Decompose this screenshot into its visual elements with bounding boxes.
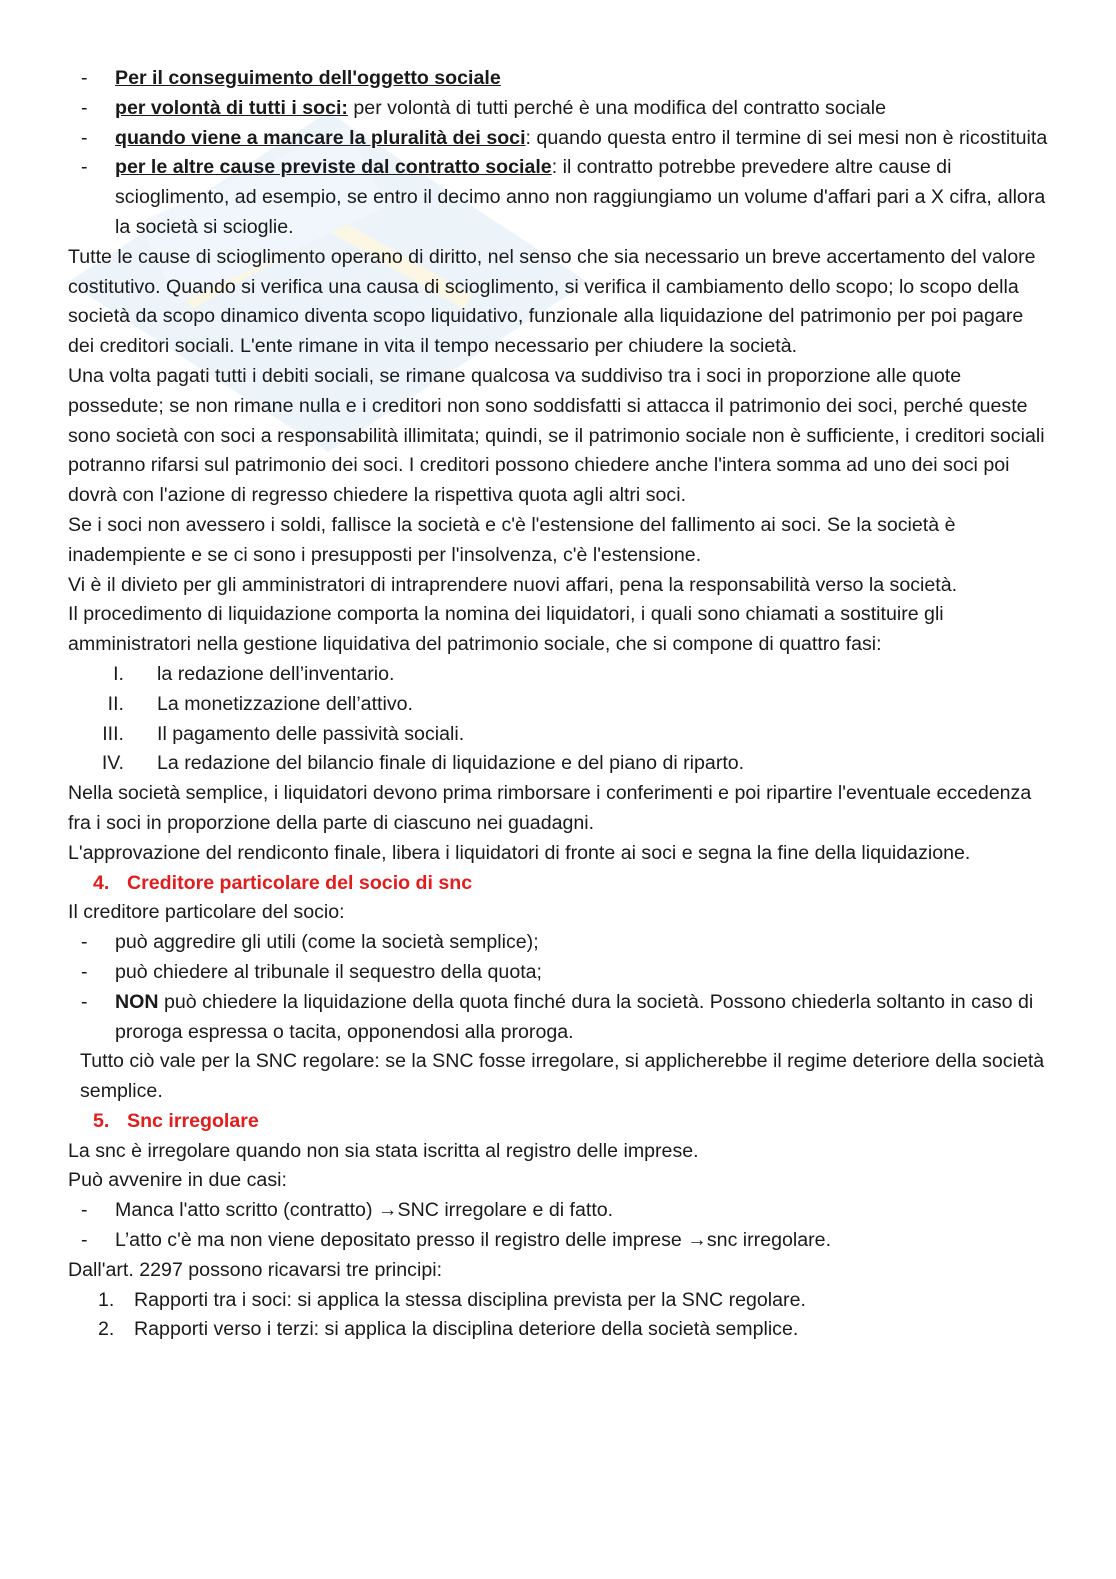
paragraph: Tutto ciò vale per la SNC regolare: se la SNC fosse irregolare, si applicherebbe il regime deteriore della società semplice. [80,1050,1045,1103]
list-item [68,958,1048,988]
bullet-text: per volontà di tutti perché è una modifica del contratto sociale [347,96,887,119]
bullet-term: Per il conseguimento dell'oggetto sociale [115,67,501,89]
creditor-rights-list [68,928,1048,1047]
list-item-text: L’atto c'è ma non viene depositato presso il registro delle imprese →snc irregolare. [115,1229,832,1252]
dash-bullet: - [81,126,88,149]
list-item-text: può chiedere al tribunale il sequestro della quota; [115,960,542,983]
section-heading-5 [68,1107,1048,1137]
list-number: 2. [98,1318,115,1341]
roman-numeral: II. [107,692,124,715]
list-item [68,928,1048,958]
paragraph: Il creditore particolare del socio: [68,901,345,924]
list-item [68,720,1048,750]
liquidation-phases-list [68,660,1048,779]
dissolution-causes-list [68,64,1048,243]
list-item [68,1196,1048,1226]
list-item [68,94,1048,124]
list-item [68,749,1048,779]
dash-bullet: - [81,96,88,119]
paragraph: Una volta pagati tutti i debiti sociali, se rimane qualcosa va suddiviso tra i soci in proporzione alle quote possedute; se non rimane nulla e i creditori non sono soddisfatti si attacca il patrimonio dei soci, perché queste sono società con soci a responsabilità illimitata; quindi, se il patrimonio sociale non è sufficiente, i creditori sociali potranno rifarsi sul patrimonio dei soci. I creditori possono chiedere anche l'intera somma ad uno dei soci poi dovrà con l'azione di regresso chiedere la rispettiva quota agli altri soci. [68,364,1045,507]
list-item-text: La monetizzazione dell’attivo. [157,692,413,715]
paragraph: Nella società semplice, i liquidatori devono prima rimborsare i conferimenti e poi ripartire l'eventuale eccedenza fra i soci in proporzione della parte di ciascuno nei guadagni. [68,782,1032,834]
bold-term: NON [115,990,159,1013]
list-item [68,124,1048,154]
section-number: 4. [93,871,110,894]
roman-numeral: IV. [101,752,124,775]
bullet-term: quando viene a mancare la pluralità dei soci [115,126,526,149]
list-item [68,1286,1048,1316]
list-item [68,988,1048,1048]
paragraph: Tutte le cause di scioglimento operano di diritto, nel senso che sia necessario un breve accertamento del valore costitutivo. Quando si verifica una causa di scioglimento, si verifica il cambiamento dello scopo; lo scopo della società da scopo dinamico diventa scopo liquidativo, funzionale alla liquidazione del patrimonio per poi pagare dei creditori sociali. L'ente rimane in vita il tempo necessario per chiudere la società. [68,245,1036,358]
list-item [68,1226,1048,1256]
section-heading-4 [68,869,1048,899]
section-number: 5. [93,1109,110,1132]
principles-list [68,1286,1048,1346]
paragraph: Dall'art. 2297 possono ricavarsi tre principi: [68,1258,443,1281]
section-title: Creditore particolare del socio di snc [127,871,473,894]
list-item [68,690,1048,720]
list-item-text: Rapporti tra i soci: si applica la stessa disciplina prevista per la SNC regolare. [134,1288,806,1311]
section-title: Snc irregolare [127,1109,259,1132]
dash-bullet: - [81,931,88,954]
paragraph: L'approvazione del rendiconto finale, libera i liquidatori di fronte ai soci e segna la fine della liquidazione. [68,841,971,864]
dash-bullet: - [81,990,88,1013]
list-item-text: Rapporti verso i terzi: si applica la disciplina deteriore della società semplice. [134,1318,799,1341]
list-item-text: può aggredire gli utili (come la società semplice); [115,931,539,954]
bullet-term: per le altre cause previste dal contratto sociale [115,156,552,179]
paragraph: Può avvenire in due casi: [68,1169,287,1192]
bullet-text: : quando questa entro il termine di sei mesi non è ricostituita [525,126,1048,149]
list-item [68,1315,1048,1345]
bullet-term: per volontà di tutti i soci: [115,96,348,119]
roman-numeral: I. [113,662,124,685]
list-item-text: la redazione dell’inventario. [157,662,395,685]
list-item [68,660,1048,690]
dash-bullet: - [81,1229,88,1252]
list-item-text: La redazione del bilancio finale di liquidazione e del piano di riparto. [157,752,745,775]
list-number: 1. [98,1288,115,1311]
list-item-text: Manca l'atto scritto (contratto) →SNC irregolare e di fatto. [115,1199,614,1222]
list-item-text: può chiedere la liquidazione della quota finché dura la società. Possono chiederla soltanto in caso di proroga espressa o tacita, opponendosi alla proroga. [115,990,1034,1043]
paragraph: Il procedimento di liquidazione comporta la nomina dei liquidatori, i quali sono chiamati a sostituire gli amministratori nella gestione liquidativa del patrimonio sociale, che si compone di quattro fasi: [68,603,944,656]
dash-bullet: - [81,67,88,89]
dash-bullet: - [81,1199,88,1222]
document-page [68,64,1048,1345]
roman-numeral: III. [102,722,124,745]
dash-bullet: - [81,960,88,983]
list-item [68,153,1048,242]
irregular-cases-list [68,1196,1048,1256]
paragraph: Se i soci non avessero i soldi, fallisce la società e c'è l'estensione del fallimento ai soci. Se la società è inadempiente e se ci sono i presupposti per l'insolvenza, c'è l'estensione. [68,513,956,566]
dash-bullet: - [81,156,88,179]
bullet-text: : il contratto potrebbe prevedere altre cause di scioglimento, ad esempio, se entro il decimo anno non raggiungiamo un volume d'affari pari a X cifra, allora la società si scioglie. [115,156,1046,238]
paragraph: La snc è irregolare quando non sia stata iscritta al registro delle imprese. [68,1139,699,1162]
list-item-text: Il pagamento delle passività sociali. [157,722,465,745]
paragraph: Vi è il divieto per gli amministratori di intraprendere nuovi affari, pena la responsabilità verso la società. [68,573,958,596]
list-item [68,64,1048,94]
